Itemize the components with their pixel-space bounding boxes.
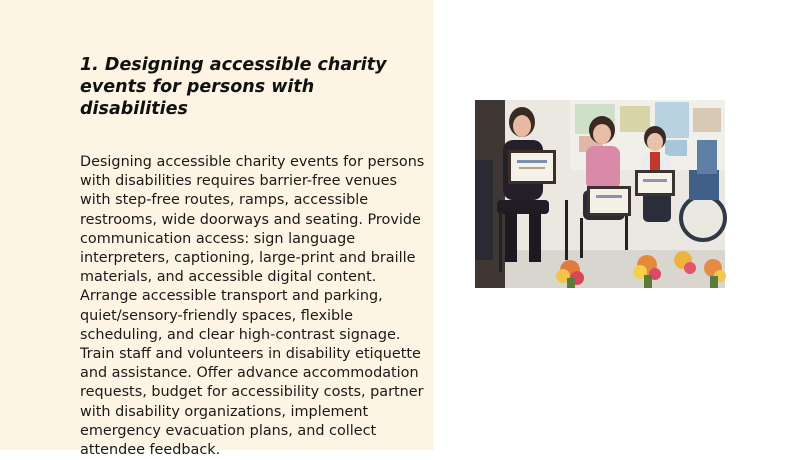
slide-title: 1. Designing accessible charity events for persons with disabilities <box>80 55 387 119</box>
event-photo-illustration <box>475 100 725 288</box>
slide-body-text: Designing accessible charity events for persons with disabilities requires barrier-free venues with step-free routes, ramps, accessible restrooms, wide doorways and seating. Provide communication access: sign language interpreters, captioning, large-print and braille materials, and accessible digital content. Arrange accessible transport and parking, quiet/sensory-friendly spaces, flexible scheduling, and clear high-contrast signage. Train staff and volunteers in disability etiquette and assistance. Offer advance accommodation requests, budget for accessibility costs, partner with disability organizations, implement emergency evacuation plans, and collect attendee feedback. <box>80 154 425 459</box>
event-photo <box>475 100 725 288</box>
